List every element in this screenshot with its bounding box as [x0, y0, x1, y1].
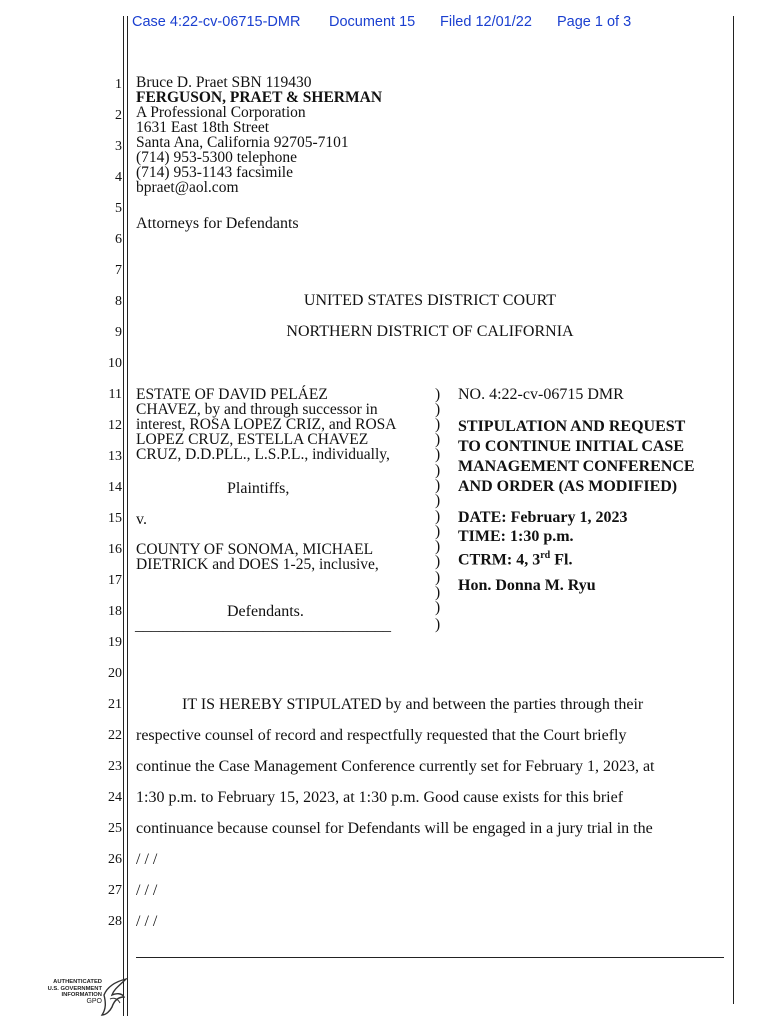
gpo-logo-text	[40, 979, 102, 1005]
courtroom-suffix: Fl.	[550, 551, 573, 569]
caption-paren: )	[435, 416, 441, 433]
court-district: NORTHERN DISTRICT OF CALIFORNIA	[286, 323, 574, 340]
case-number-header: Case 4:22-cv-06715-DMR	[132, 14, 301, 30]
line-number: 12	[108, 418, 122, 433]
line-number: 25	[108, 821, 122, 836]
defendants-label: Defendants.	[227, 603, 304, 620]
law-firm-name: FERGUSON, PRAET & SHERMAN	[136, 89, 383, 106]
line-number: 2	[115, 108, 122, 123]
continuation-slashes: / / /	[136, 851, 158, 868]
line-number: 5	[115, 201, 122, 216]
telephone: (714) 953-5300 telephone	[136, 149, 297, 166]
line-number: 4	[115, 170, 122, 185]
caption-paren: )	[435, 446, 441, 463]
page-indicator: Page 1 of 3	[557, 14, 632, 30]
line-number: 15	[108, 511, 122, 526]
defendant-line: COUNTY OF SONOMA, MICHAEL	[136, 541, 374, 558]
hearing-date: DATE: February 1, 2023	[458, 509, 628, 526]
gpo-logo-line: INFORMATION	[61, 992, 102, 998]
attorney-block	[136, 75, 382, 195]
eagle-icon	[100, 975, 130, 1017]
line-number: 10	[108, 356, 122, 371]
line-number: 11	[108, 387, 122, 402]
line-number: 23	[108, 759, 122, 774]
city-state-zip: Santa Ana, California 92705-7101	[136, 134, 349, 151]
caption-paren: )	[435, 431, 441, 448]
gpo-authentication-logo	[40, 975, 130, 1017]
line-number: 20	[108, 666, 122, 681]
plaintiff-line: CHAVEZ, by and through successor in	[136, 401, 378, 418]
case-number: NO. 4:22-cv-06715 DMR	[458, 386, 624, 403]
body-line: continuance because counsel for Defendants will be engaged in a jury trial in the	[136, 820, 653, 837]
gpo-logo-line: GPO	[86, 997, 102, 1005]
plaintiffs-caption	[136, 387, 397, 462]
plaintiff-line: CRUZ, D.D.PLL., L.S.P.L., individually,	[136, 446, 390, 463]
line-number: 9	[115, 325, 122, 340]
court-name: UNITED STATES DISTRICT COURT	[303, 292, 557, 309]
line-number: 28	[108, 914, 122, 929]
line-number: 26	[108, 852, 122, 867]
caption-paren: )	[435, 401, 441, 418]
versus: v.	[136, 511, 147, 528]
body-line: respective counsel of record and respectfully requested that the Court briefly	[136, 727, 627, 744]
attorney-name: Bruce D. Praet SBN 119430	[136, 74, 312, 91]
caption-paren: )	[435, 616, 441, 633]
defendant-line: DIETRICK and DOES 1-25, inclusive,	[136, 556, 379, 573]
continuation-slashes: / / /	[136, 882, 158, 899]
document-title-line: STIPULATION AND REQUEST	[458, 418, 686, 435]
line-number: 17	[108, 573, 122, 588]
caption-paren: )	[435, 523, 441, 540]
hearing-info	[458, 508, 627, 569]
line-number: 27	[108, 883, 122, 898]
left-margin-rule-inner	[127, 16, 128, 1016]
line-number: 18	[108, 604, 122, 619]
line-number: 13	[108, 449, 122, 464]
courtroom	[458, 546, 627, 569]
caption-paren: )	[435, 492, 441, 509]
caption-paren: )	[435, 462, 441, 479]
plaintiffs-label: Plaintiffs,	[227, 480, 290, 497]
document-title-line: TO CONTINUE INITIAL CASE	[458, 438, 684, 455]
plaintiff-line: LOPEZ CRUZ, ESTELLA CHAVEZ	[136, 431, 369, 448]
caption-paren: )	[435, 584, 441, 601]
attorneys-for: Attorneys for Defendants	[136, 215, 299, 232]
email: bpraet@aol.com	[136, 179, 239, 196]
facsimile: (714) 953-1143 facsimile	[136, 164, 293, 181]
line-number: 19	[108, 635, 122, 650]
line-number: 6	[115, 232, 122, 247]
document-title-suffix: (AS MODIFIED)	[554, 478, 678, 495]
line-number: 24	[108, 790, 122, 805]
right-margin-rule	[733, 16, 734, 1004]
body-line: IT IS HEREBY STIPULATED by and between the parties through their	[182, 696, 644, 713]
firm-type: A Professional Corporation	[136, 104, 306, 121]
document-title-line: AND ORDER	[458, 478, 555, 495]
document-number: Document 15	[329, 14, 416, 30]
street-address: 1631 East 18th Street	[136, 119, 270, 136]
body-line: continue the Case Management Conference currently set for February 1, 2023, at	[136, 758, 655, 775]
footer-rule	[136, 957, 724, 958]
document-title-line: MANAGEMENT CONFERENCE	[458, 458, 695, 475]
gpo-logo-line: U.S. GOVERNMENT	[47, 985, 102, 992]
document-title	[458, 417, 695, 497]
caption-paren: )	[435, 508, 441, 525]
plaintiff-line: ESTATE OF DAVID PELÁEZ	[136, 386, 328, 403]
line-number: 3	[115, 139, 122, 154]
plaintiff-line: interest, ROSA LOPEZ CRIZ, and ROSA	[136, 416, 397, 433]
judge-name: Hon. Donna M. Ryu	[458, 577, 596, 594]
line-number: 14	[108, 480, 122, 495]
line-number: 22	[108, 728, 122, 743]
line-number: 7	[115, 263, 122, 278]
courtroom-prefix: CTRM: 4, 3	[458, 551, 541, 569]
line-number: 1	[115, 77, 122, 92]
caption-paren: )	[435, 599, 441, 616]
hearing-time: TIME: 1:30 p.m.	[458, 528, 574, 545]
line-number: 21	[108, 697, 122, 712]
courtroom-ordinal: rd	[540, 550, 551, 561]
caption-paren: )	[435, 538, 441, 555]
continuation-slashes: / / /	[136, 913, 158, 930]
caption-paren: )	[435, 569, 441, 586]
body-line: 1:30 p.m. to February 15, 2023, at 1:30 p.m. Good cause exists for this brief	[136, 789, 624, 806]
defendants-caption	[136, 542, 379, 572]
gpo-logo-line: AUTHENTICATED	[53, 979, 102, 985]
caption-underline: ________________________________	[135, 617, 391, 634]
line-number: 8	[115, 294, 122, 309]
filed-date: Filed 12/01/22	[440, 14, 532, 30]
caption-paren: )	[435, 386, 441, 403]
caption-paren: )	[435, 477, 441, 494]
line-number: 16	[108, 542, 122, 557]
caption-paren: )	[435, 553, 441, 570]
left-margin-rule-outer	[123, 16, 124, 1016]
